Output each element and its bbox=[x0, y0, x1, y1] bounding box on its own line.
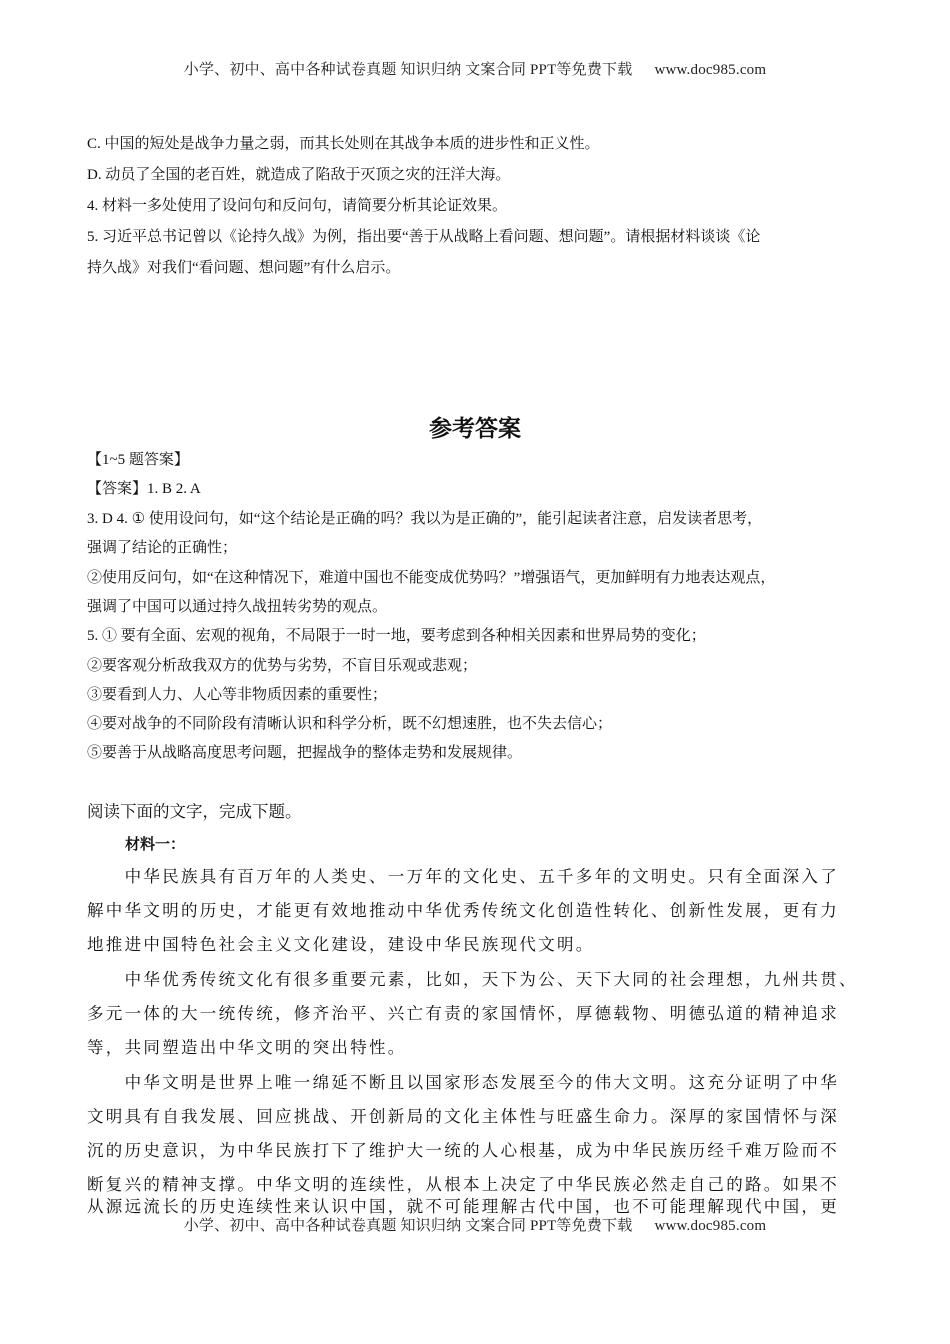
answer-line: ④要对战争的不同阶段有清晰认识和科学分析，既不幻想速胜，也不失去信心； bbox=[87, 716, 613, 732]
answer-line: ⑤要善于从战略高度思考问题，把握战争的整体走势和发展规律。 bbox=[87, 745, 523, 761]
reading-line: 断复兴的精神支撑。中华文明的连续性，从根本上决定了中华民族必然走自己的路。如果不 bbox=[87, 1175, 839, 1194]
reading-line: 从源远流长的历史连续性来认识中国，就不可能理解古代中国，也不可能理解现代中国，更 bbox=[87, 1197, 839, 1216]
header-text: 小学、初中、高中各种试卷真题 知识归纳 文案合同 PPT等免费下载 bbox=[183, 62, 633, 78]
question-5: 5. 习近平总书记曾以《论持久战》为例，指出要“善于从战略上看问题、想问题”。请根据材料谈谈《论 bbox=[87, 229, 761, 245]
reading-line: 多元一体的大一统传统，修齐治平、兴亡有责的家国情怀，厚德载物、明德弘道的精神追求 bbox=[87, 1004, 839, 1023]
answer-line: 【答案】1. B 2. A bbox=[87, 481, 201, 497]
answer-line: 3. D 4. ① 使用设问句，如“这个结论是正确的吗？我以为是正确的”，能引起读者注意，启发读者思考， bbox=[87, 511, 763, 527]
reading-line: 等，共同塑造出中华文明的突出特性。 bbox=[87, 1038, 407, 1057]
answer-line: 强调了中国可以通过持久战扭转劣势的观点。 bbox=[87, 599, 388, 615]
reading-line: 中华文明是世界上唯一绵延不断且以国家形态发展至今的伟大文明。这充分证明了中华 bbox=[87, 1073, 839, 1092]
option-c: C. 中国的短处是战争力量之弱，而其长处则在其战争本质的进步性和正义性。 bbox=[87, 136, 600, 152]
reading-line: 中华优秀传统文化有很多重要元素，比如，天下为公、天下大同的社会理想，九州共贯、 bbox=[87, 970, 858, 989]
answer-line: ②要客观分析敌我双方的优势与劣势，不盲目乐观或悲观； bbox=[87, 658, 478, 674]
reading-line: 地推进中国特色社会主义文化建设，建设中华民族现代文明。 bbox=[87, 935, 595, 954]
footer-text: 小学、初中、高中各种试卷真题 知识归纳 文案合同 PPT等免费下载 bbox=[183, 1218, 633, 1234]
reading-line: 解中华文明的历史，才能更有效地推动中华优秀传统文化创造性转化、创新性发展，更有力 bbox=[87, 901, 839, 920]
reading-line: 沉的历史意识，为中华民族打下了维护大一统的人心根基，成为中华民族历经千难万险而不 bbox=[87, 1141, 839, 1160]
answer-line: 强调了结论的正确性； bbox=[87, 540, 238, 556]
footer-url: www.doc985.com bbox=[654, 1218, 767, 1234]
question-4: 4. 材料一多处使用了设问句和反问句，请简要分析其论证效果。 bbox=[87, 198, 508, 214]
material-label: 材料一： bbox=[125, 835, 186, 853]
answers-title: 参考答案 bbox=[429, 416, 521, 442]
answer-line: ③要看到人力、人心等非物质因素的重要性； bbox=[87, 687, 388, 703]
answer-line: 5. ① 要有全面、宏观的视角，不局限于一时一地，要考虑到各种相关因素和世界局势的变化； bbox=[87, 628, 706, 644]
option-d: D. 动员了全国的老百姓，就造成了陷敌于灭顶之灾的汪洋大海。 bbox=[87, 167, 511, 183]
question-5-cont: 持久战》对我们“看问题、想问题”有什么启示。 bbox=[87, 260, 401, 276]
answer-line: 【1~5 题答案】 bbox=[87, 452, 189, 468]
header-url: www.doc985.com bbox=[654, 62, 767, 78]
page-footer bbox=[0, 1214, 950, 1235]
reading-instruction: 阅读下面的文字，完成下题。 bbox=[87, 802, 302, 821]
answer-line: ②使用反问句，如“在这种情况下，难道中国也不能变成优势吗？”增强语气，更加鲜明有力地表达观点， bbox=[87, 570, 776, 586]
reading-line: 中华民族具有百万年的人类史、一万年的文化史、五千多年的文明史。只有全面深入了 bbox=[87, 867, 839, 886]
page-header bbox=[0, 58, 950, 79]
reading-line: 文明具有自我发展、回应挑战、开创新局的文化主体性与旺盛生命力。深厚的家国情怀与深 bbox=[87, 1107, 839, 1126]
